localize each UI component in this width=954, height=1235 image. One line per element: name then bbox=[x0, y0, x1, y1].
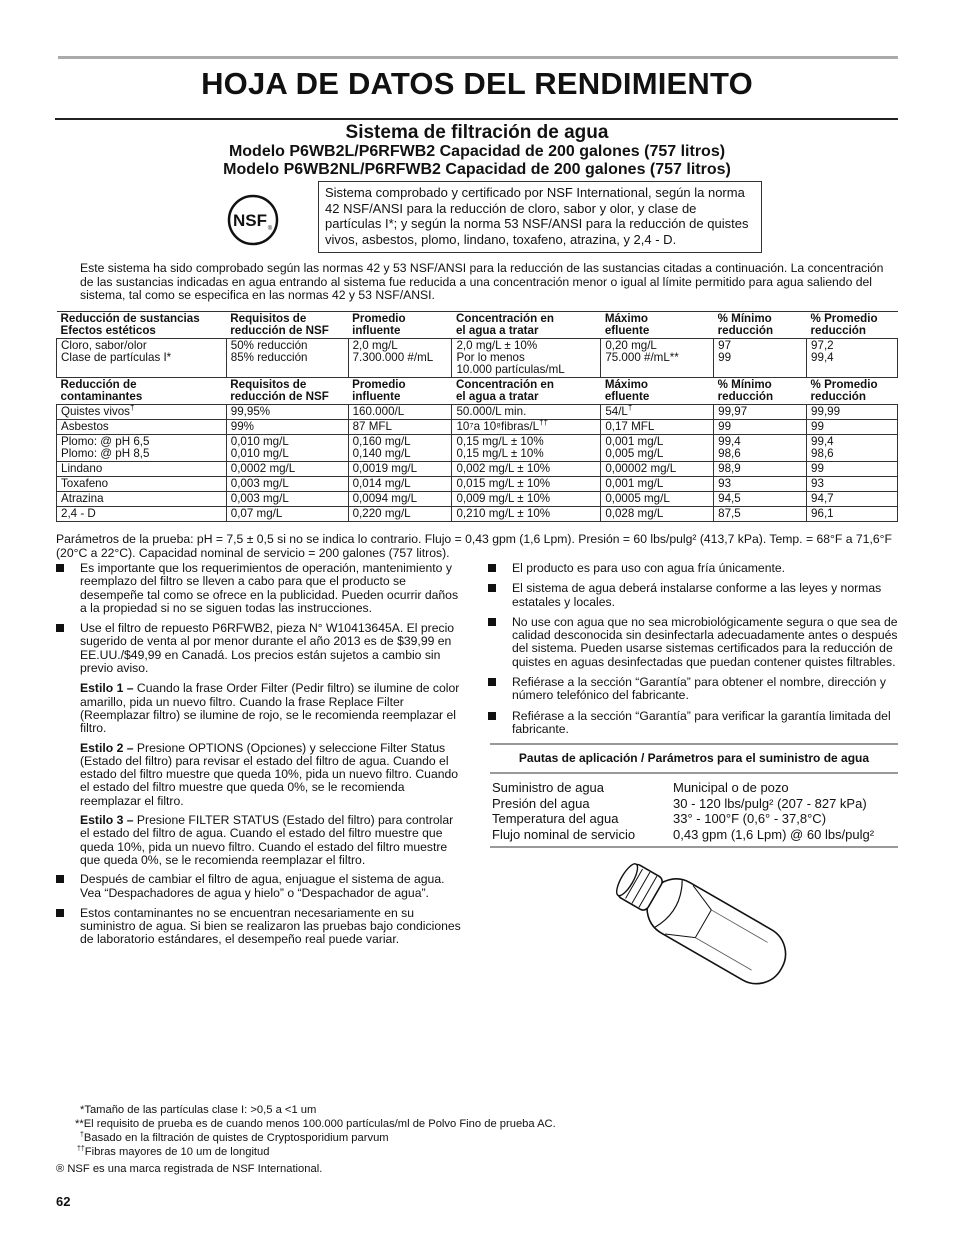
table-cell: 87 MFL bbox=[348, 420, 452, 435]
table-cell: Quistes vivos† bbox=[57, 405, 227, 420]
table-cell: 0,15 mg/L ± 10% 0,15 mg/L ± 10% bbox=[452, 435, 601, 462]
table-cell: 0,001 mg/L bbox=[601, 477, 714, 492]
table-row bbox=[57, 492, 898, 507]
column-header: % Promedio reducción bbox=[807, 378, 898, 405]
bullet-square-icon bbox=[56, 875, 64, 883]
header-row-contaminants bbox=[57, 378, 898, 405]
test-parameters: Parámetros de la prueba: pH = 7,5 ± 0,5 si no se indica lo contrario. Flujo = 0,43 gpm (1,6 Lpm). Presión = 60 lbs/pulg² (413,7 kPa). Temp. = 68°F a 71,6°F (20°C a 22°C). Capacidad nominal de servicio = 200 galones (757 litros). bbox=[56, 532, 892, 560]
table-cell: 0,160 mg/L 0,140 mg/L bbox=[348, 435, 452, 462]
table-cell: 99,95% bbox=[226, 405, 348, 420]
nsf-logo-icon bbox=[227, 194, 279, 246]
table-cell: Asbestos bbox=[57, 420, 227, 435]
right-column bbox=[488, 562, 898, 743]
table-cell: 0,00002 mg/L bbox=[601, 462, 714, 477]
bullet-item: Es importante que los requerimientos de operación, mantenimiento y reemplazo del filtro se lleven a cabo para que el producto se desempeñe tal como se ofrece en la publicidad. Pueden ocurrir daños a la propiedad si no se siguen todas las instrucciones. bbox=[56, 562, 464, 615]
page-number: 62 bbox=[56, 1194, 71, 1209]
column-header: % Mínimo reducción bbox=[714, 312, 807, 339]
page-title: HOJA DE DATOS DEL RENDIMIENTO bbox=[201, 66, 753, 101]
table-cell: 0,028 mg/L bbox=[601, 507, 714, 522]
trademark-note: ® NSF es una marca registrada de NSF International. bbox=[56, 1163, 323, 1175]
table-cell: 99% bbox=[226, 420, 348, 435]
column-header: Reducción de contaminantes bbox=[57, 378, 227, 405]
table-cell: 50% reducción 85% reducción bbox=[226, 339, 348, 378]
column-header: % Promedio reducción bbox=[807, 312, 898, 339]
column-header: Promedio influente bbox=[348, 378, 452, 405]
table-cell: 0,0005 mg/L bbox=[601, 492, 714, 507]
intro-paragraph: Este sistema ha sido comprobado según las normas 42 y 53 NSF/ANSI para la reducción de las sustancias citadas a continuación. La concentración de las sustancias indicadas en agua entrando al sistema fue reducida a una concentración menor o igual al límite permitido para agua saliendo del sistema, tal como se especifica en las normas 42 y 53 NSF/ANSI. bbox=[80, 261, 884, 303]
table-cell: 0,07 mg/L bbox=[226, 507, 348, 522]
performance-table bbox=[56, 311, 898, 522]
model-line-2: Modelo P6WB2NL/P6RFWB2 Capacidad de 200 galones (757 litros) bbox=[223, 161, 731, 178]
table-cell: 0,014 mg/L bbox=[348, 477, 452, 492]
bullet-square-icon bbox=[488, 584, 496, 592]
table-cell: 0,001 mg/L 0,005 mg/L bbox=[601, 435, 714, 462]
footnote-3: †Basado en la filtración de quistes de Cryptosporidium parvum bbox=[80, 1131, 389, 1144]
bullet-square-icon bbox=[488, 712, 496, 720]
footnote-4: ††Fibras mayores de 10 um de longitud bbox=[77, 1145, 270, 1158]
table-cell: 93 bbox=[807, 477, 898, 492]
table-cell: 0,0094 mg/L bbox=[348, 492, 452, 507]
table-cell: 99,4 98,6 bbox=[807, 435, 898, 462]
table-cell: 0,009 mg/L ± 10% bbox=[452, 492, 601, 507]
table-cell: 0,17 MFL bbox=[601, 420, 714, 435]
table-cell: 99,99 bbox=[807, 405, 898, 420]
table-row: Temperatura del agua 33° - 100°F (0,6° - 37,8°C) bbox=[492, 811, 827, 826]
model-line-1: Modelo P6WB2L/P6RFWB2 Capacidad de 200 galones (757 litros) bbox=[228, 143, 726, 160]
table-cell: Cloro, sabor/olor Clase de partículas I* bbox=[57, 339, 227, 378]
table-cell: 2,0 mg/L ± 10% Por lo menos 10.000 partículas/mL bbox=[452, 339, 601, 378]
table-cell: Atrazina bbox=[57, 492, 227, 507]
table-cell: 160.000/L bbox=[348, 405, 452, 420]
guidelines-bottom-rule bbox=[490, 842, 898, 848]
column-header: % Mínimo reducción bbox=[714, 378, 807, 405]
table-cell: 2,0 mg/L 7.300.000 #/mL bbox=[348, 339, 452, 378]
table-cell: 96,1 bbox=[807, 507, 898, 522]
bullet-square-icon bbox=[56, 909, 64, 917]
guidelines-header: Pautas de aplicación / Parámetros para el suministro de agua bbox=[490, 743, 898, 774]
table-cell: 2,4 - D bbox=[57, 507, 227, 522]
table-row bbox=[57, 339, 898, 378]
table-cell: 0,002 mg/L ± 10% bbox=[452, 462, 601, 477]
table-cell: 94,7 bbox=[807, 492, 898, 507]
bullet-item: Refiérase a la sección “Garantía” para obtener el nombre, dirección y número telefónico del fabricante. bbox=[488, 676, 898, 703]
table-cell: Lindano bbox=[57, 462, 227, 477]
table-cell: 99 bbox=[807, 462, 898, 477]
column-header: Requisitos de reducción de NSF bbox=[226, 378, 348, 405]
bullet-square-icon bbox=[56, 624, 64, 632]
guidelines-table bbox=[490, 780, 898, 842]
title-rule bbox=[55, 118, 898, 120]
svg-text:®: ® bbox=[267, 226, 273, 232]
table-row bbox=[57, 435, 898, 462]
table-cell: 97,2 99,4 bbox=[807, 339, 898, 378]
table-cell: 99,4 98,6 bbox=[714, 435, 807, 462]
table-cell: 0,003 mg/L bbox=[226, 477, 348, 492]
column-header: Promedio influente bbox=[348, 312, 452, 339]
table-cell: 93 bbox=[714, 477, 807, 492]
column-header: Máximo efluente bbox=[601, 378, 714, 405]
table-cell: 0,015 mg/L ± 10% bbox=[452, 477, 601, 492]
nsf-logo-text: NSF bbox=[233, 211, 267, 230]
bullet-square-icon bbox=[488, 678, 496, 686]
table-cell: 0,003 mg/L bbox=[226, 492, 348, 507]
table-cell: 0,20 mg/L 75.000 #/mL** bbox=[601, 339, 714, 378]
table-cell: 0,0019 mg/L bbox=[348, 462, 452, 477]
top-rule bbox=[58, 56, 898, 59]
bullet-item: Después de cambiar el filtro de agua, enjuague el sistema de agua. Vea “Despachadores de agua y hielo” o “Despachador de agua”. bbox=[56, 873, 464, 900]
bullet-square-icon bbox=[488, 564, 496, 572]
table-row: Suministro de agua Municipal o de pozo bbox=[492, 780, 789, 795]
table-cell: 99 bbox=[714, 420, 807, 435]
guidelines-panel bbox=[490, 743, 898, 848]
bullet-item: Estos contaminantes no se encuentran necesariamente en su suministro de agua. Si bien se realizaron las pruebas bajo condiciones de laboratorio estándares, el desempeño real puede variar. bbox=[56, 907, 464, 947]
bullet-item: El sistema de agua deberá instalarse conforme a las leyes y normas estatales y locales. bbox=[488, 582, 898, 609]
certification-box: Sistema comprobado y certificado por NSF International, según la norma 42 NSF/ANSI para la reducción de cloro, sabor y olor, y clase de partículas I*; y según la norma 53 NSF/ANSI para la reducción de quistes vivos, asbestos, plomo, lindano, toxafeno, atrazina, y 2,4 - D. bbox=[318, 181, 762, 253]
style-1-paragraph: Estilo 1 – Cuando la frase Order Filter (Pedir filtro) se ilumine de color amarillo, pida un nuevo filtro. Cuando la frase Replace Filter (Reemplazar filtro) se ilumine de rojo, se le recomienda reemplazar el filtro. bbox=[80, 681, 460, 736]
column-header: Máximo efluente bbox=[601, 312, 714, 339]
bullet-square-icon bbox=[56, 564, 64, 572]
style-3-paragraph: Estilo 3 – Presione FILTER STATUS (Estado del filtro) para controlar el estado del filtro de agua. Cuando el estado del filtro muestre que queda 10%, pida un nuevo filtro. Cuando el estado del filtro muestre que queda 0%, se le recomienda reemplazar el filtro. bbox=[80, 813, 454, 867]
table-cell: 87,5 bbox=[714, 507, 807, 522]
column-header: Concentración en el agua a tratar bbox=[452, 378, 601, 405]
column-header: Requisitos de reducción de NSF bbox=[226, 312, 348, 339]
bullet-square-icon bbox=[488, 618, 496, 626]
table-row bbox=[57, 405, 898, 420]
table-cell: 98,9 bbox=[714, 462, 807, 477]
table-row bbox=[57, 420, 898, 435]
table-cell: 10⁷a 10⁸fibras/L†† bbox=[452, 420, 601, 435]
table-row: Presión del agua 30 - 120 lbs/pulg² (207 - 827 kPa) bbox=[492, 795, 867, 811]
table-cell: Toxafeno bbox=[57, 477, 227, 492]
table-cell: 97 99 bbox=[714, 339, 807, 378]
column-header: Concentración en el agua a tratar bbox=[452, 312, 601, 339]
table-cell: 0,220 mg/L bbox=[348, 507, 452, 522]
column-header: Reducción de sustancias Efectos estéticos bbox=[57, 312, 227, 339]
bullet-item: El producto es para uso con agua fría únicamente. bbox=[488, 562, 898, 575]
table-cell: 54/L† bbox=[601, 405, 714, 420]
footnote-1: *Tamaño de las partículas clase I: >0,5 a <1 um bbox=[80, 1104, 317, 1116]
style-2-paragraph: Estilo 2 – Presione OPTIONS (Opciones) y seleccione Filter Status (Estado del filtro) para revisar el estado del filtro de agua. Cuando el estado del filtro muestre que queda 10%, pida un nuevo filtro. Cuando el estado del filtro muestre que queda 0%, se le recomienda reemplazar el filtro. bbox=[80, 740, 459, 808]
footnote-2: **El requisito de prueba es de cuando menos 100.000 partículas/ml de Polvo Fino de prueba AC. bbox=[75, 1118, 556, 1130]
table-cell: 50.000/L min. bbox=[452, 405, 601, 420]
table-row bbox=[57, 477, 898, 492]
table-cell: 99 bbox=[807, 420, 898, 435]
table-cell: 0,210 mg/L ± 10% bbox=[452, 507, 601, 522]
table-row bbox=[57, 462, 898, 477]
bullet-item: Refiérase a la sección “Garantía” para verificar la garantía limitada del fabricante. bbox=[488, 710, 898, 737]
header-row-aesthetic bbox=[57, 312, 898, 339]
table-row: Flujo nominal de servicio 0,43 gpm (1,6 Lpm) @ 60 lbs/pulg² bbox=[492, 826, 875, 842]
water-filter-cartridge-icon bbox=[603, 858, 793, 988]
subtitle: Sistema de filtración de agua bbox=[345, 122, 609, 143]
bullet-item: No use con agua que no sea microbiológicamente segura o que sea de calidad desconocida sin desinfectarla adecuadamente antes o después del sistema. Pueden usarse sistemas certificados para la reducción de quistes en aguas desinfectadas que puedan contener quistes filtrables. bbox=[488, 616, 898, 669]
table-cell: 94,5 bbox=[714, 492, 807, 507]
table-cell: 0,0002 mg/L bbox=[226, 462, 348, 477]
table-cell: 0,010 mg/L 0,010 mg/L bbox=[226, 435, 348, 462]
table-row bbox=[57, 507, 898, 522]
bullet-item: Use el filtro de repuesto P6RFWB2, pieza N° W10413645A. El precio sugerido de venta al por menor durante el año 2013 es de $39,99 en EE.UU./$49,99 en Canadá. Los precios están sujetos a cambio sin previo aviso. bbox=[56, 622, 464, 675]
left-column bbox=[56, 562, 464, 954]
table-cell: 99,97 bbox=[714, 405, 807, 420]
table-cell: Plomo: @ pH 6,5 Plomo: @ pH 8,5 bbox=[57, 435, 227, 462]
